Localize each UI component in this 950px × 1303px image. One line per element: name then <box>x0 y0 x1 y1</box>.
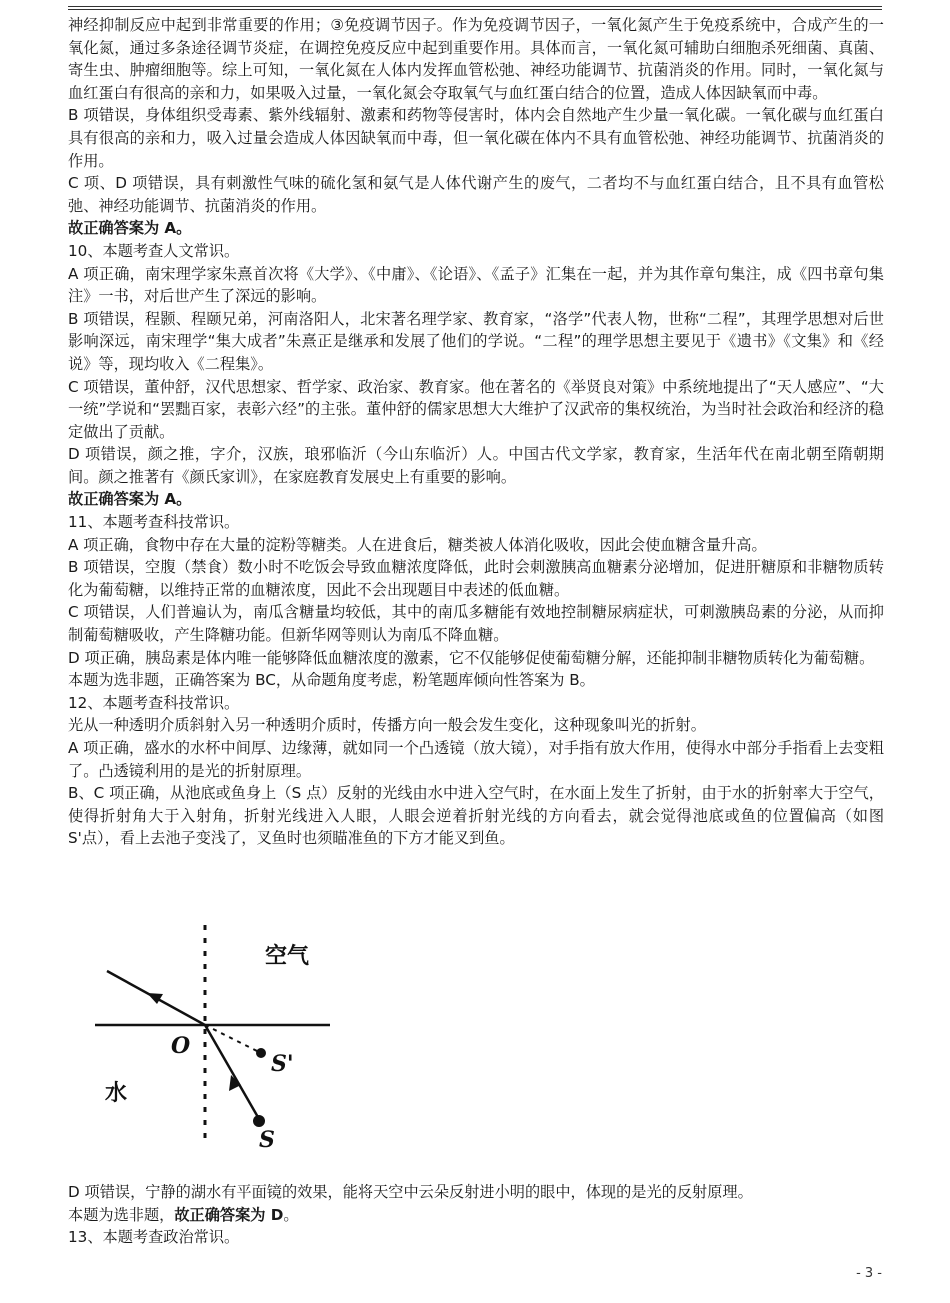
paragraph: A 项正确，南宋理学家朱熹首次将《大学》、《中庸》、《论语》、《孟子》汇集在一起，并为其作章句集注，成《四书章句集注》一书，对后世产生了深远的影响。 <box>68 264 884 306</box>
point-s-prime <box>256 1048 266 1058</box>
paragraph: 11、本题考查科技常识。 <box>68 513 240 532</box>
paragraph: 12、本题考查科技常识。 <box>68 693 240 712</box>
paragraph: B、C 项正确，从池底或鱼身上（S 点）反射的光线由水中进入空气时，在水面上发生了折射，由于水的折射率大于空气，使得折射角大于入射角，折射光线进入人眼，人眼会逆着折射光线的方向看去，就会觉得池底或鱼的位置偏高（如图 S'点），看上去池子变浅了，叉鱼时也须瞄准鱼的下方才能叉到鱼。 <box>68 784 884 848</box>
paragraph: C 项错误，人们普遍认为，南瓜含糖量均较低，其中的南瓜多糖能有效地控制糖尿病症状，可刺激胰岛素的分泌，从而抑制葡萄糖吸收，产生降糖功能。但新华网等则认为南瓜不降血糖。 <box>68 603 884 645</box>
paragraph: 神经抑制反应中起到非常重要的作用；③免疫调节因子。作为免疫调节因子，一氧化氮产生于免疫系统中，合成产生的一氧化氮，通过多条途径调节炎症，在调控免疫反应中起到重要作用。具体而言，一氧化氮可辅助白细胞杀死细菌、真菌、寄生虫、肿瘤细胞等。综上可知，一氧化氮在人体内发挥血管松弛、神经功能调节、抗菌消炎的作用。同时，一氧化氮与血红蛋白有很高的亲和力，如果吸入过量，一氧化氮会夺取氧气与血红蛋白结合的位置，造成人体因缺氧而中毒。 <box>68 16 884 102</box>
paragraph: B 项错误，空腹（禁食）数小时不吃饭会导致血糖浓度降低，此时会刺激胰高血糖素分泌增加，促进肝糖原和非糖物质转化为葡萄糖，以维持正常的血糖浓度，因此不会出现题目中表述的低血糖。 <box>68 558 884 599</box>
paragraph: C 项错误，董仲舒，汉代思想家、哲学家、政治家、教育家。他在著名的《举贤良对策》中系统地提出了“天人感应”、“大一统”学说和“罢黜百家，表彰六经”的主张。董仲舒的儒家思想大大维护了汉武帝的集权统治，为当时社会政治和经济的稳定做出了贡献。 <box>68 377 884 441</box>
header-rule <box>68 6 882 10</box>
page-number: - 3 - <box>856 1266 882 1281</box>
paragraph: 故正确答案为 A。 <box>68 219 192 238</box>
paragraph: D 项错误，颜之推，字介，汉族，琅邪临沂（今山东临沂）人。中国古代文学家，教育家，生活年代在南北朝至隋朝期间。颜之推著有《颜氏家训》，在家庭教育发展史上有重要的影响。 <box>68 445 884 486</box>
answer-bold: 故正确答案为 D <box>174 1205 284 1224</box>
paragraph: 本题为选非题，正确答案为 BC，从命题角度考虑，粉笔题库倾向性答案为 B。 <box>68 671 595 690</box>
point-s <box>253 1115 265 1127</box>
question-13-heading: 13、本题考查政治常识。 <box>68 1228 240 1247</box>
paragraph: A 项正确，盛水的水杯中间厚、边缘薄，就如同一个凸透镜（放大镜），对手指有放大作用，使得水中部分手指看上去变粗了。凸透镜利用的是光的折射原理。 <box>68 739 884 780</box>
paragraph: A 项正确，食物中存在大量的淀粉等糖类。人在进食后，糖类被人体消化吸收，因此会使血糖含量升高。 <box>68 535 767 554</box>
after-figure-section <box>68 1181 884 1249</box>
refracted-ray-arrow <box>147 993 163 1004</box>
label-s: S <box>259 1127 275 1150</box>
answer-paragraph <box>68 1204 884 1227</box>
paragraph: B 项错误，身体组织受毒素、紫外线辐射、激素和药物等侵害时，体内会自然地产生少量一氧化碳。一氧化碳与血红蛋白具有很高的亲和力，吸入过量会造成人体因缺氧而中毒，但一氧化碳在体内不具有血管松弛、神经功能调节、抗菌消炎的作用。 <box>68 106 884 170</box>
label-air: 空气 <box>265 943 310 969</box>
answer-suffix: 。 <box>283 1205 299 1224</box>
paragraph: C 项、D 项错误，具有刺激性气味的硫化氢和氨气是人体代谢产生的废气，二者均不与血红蛋白结合，且不具有血管松弛、神经功能调节、抗菌消炎的作用。 <box>68 174 884 215</box>
paragraph: D 项正确，胰岛素是体内唯一能够降低血糖浓度的激素，它不仅能够促使葡萄糖分解，还能抑制非糖物质转化为葡萄糖。 <box>68 648 875 667</box>
paragraph: 10、本题考查人文常识。 <box>68 241 240 260</box>
paragraph: 光从一种透明介质斜射入另一种透明介质时，传播方向一般会发生变化，这种现象叫光的折射。 <box>68 716 706 735</box>
paragraph: B 项错误，程颢、程颐兄弟，河南洛阳人，北宋著名理学家、教育家，“洛学”代表人物，世称“二程”，其理学思想对后世影响深远，南宋理学“集大成者”朱熹正是继承和发展了他们的学说。“二程”的理学思想主要见于《遗书》《文集》和《经说》等，现均收入《二程集》。 <box>68 309 884 373</box>
refraction-diagram <box>95 915 345 1150</box>
label-water: 水 <box>105 1080 128 1106</box>
label-s-prime: S' <box>271 1051 294 1077</box>
label-o: O <box>171 1033 191 1059</box>
d-item-paragraph: D 项错误，宁静的湖水有平面镜的效果，能将天空中云朵反射进小明的眼中，体现的是光的反射原理。 <box>68 1183 753 1201</box>
answer-prefix: 本题为选非题， <box>68 1205 175 1224</box>
paragraph: 故正确答案为 A。 <box>68 490 192 509</box>
document-body <box>68 14 884 850</box>
